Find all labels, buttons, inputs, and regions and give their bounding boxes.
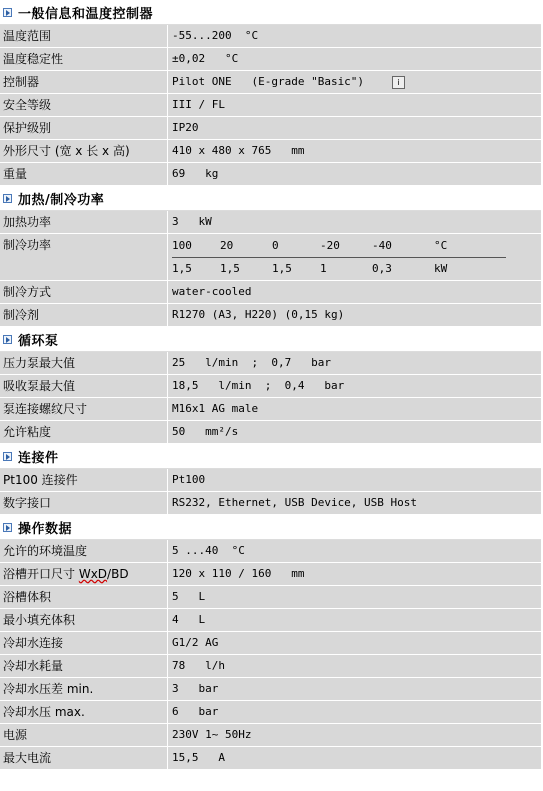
- spec-value: M16x1 AG male: [172, 402, 259, 415]
- spec-value: RS232, Ethernet, USB Device, USB Host: [172, 496, 418, 509]
- spec-label: 电源: [0, 724, 168, 746]
- spec-value: 3 bar: [172, 682, 219, 695]
- section-title: 连接件: [18, 450, 59, 466]
- spellcheck-underlined-text: WxD: [78, 567, 108, 581]
- cooling-power-cell: 1: [320, 262, 327, 275]
- spec-row: [0, 94, 541, 117]
- spec-value: -55...200 °C: [172, 29, 259, 42]
- section-header-heating: [0, 186, 541, 211]
- spec-label: 最大电流: [0, 747, 168, 769]
- cooling-power-table: [172, 235, 506, 280]
- spec-label: 制冷功率: [0, 234, 168, 280]
- spec-row: [0, 701, 541, 724]
- spec-row: [0, 398, 541, 421]
- spec-label: 冷却水压 max.: [0, 701, 168, 723]
- spec-row: [0, 234, 541, 281]
- spec-value: Pt100: [172, 473, 206, 486]
- spec-label: 吸收泵最大值: [0, 375, 168, 397]
- spec-label: 加热功率: [0, 211, 168, 233]
- spec-value: 410 x 480 x 765 mm: [172, 144, 305, 157]
- spec-row: [0, 48, 541, 71]
- label-prefix: 浴槽开口尺寸: [3, 567, 79, 581]
- cooling-temp-cell: 100: [172, 239, 192, 252]
- spec-label: Pt100 连接件: [0, 469, 168, 491]
- cooling-power-unit: kW: [434, 262, 448, 275]
- spec-value: G1/2 AG: [172, 636, 219, 649]
- spec-label: 安全等级: [0, 94, 168, 116]
- spec-row: [0, 563, 541, 586]
- collapse-arrow-icon[interactable]: [3, 8, 12, 17]
- spec-label: 冷却水压差 min.: [0, 678, 168, 700]
- controller-text: Pilot ONE (E-grade "Basic"): [172, 75, 365, 88]
- spec-row: [0, 375, 541, 398]
- spec-row: [0, 304, 541, 327]
- spec-row: [0, 655, 541, 678]
- spec-label: 温度稳定性: [0, 48, 168, 70]
- spec-value: 69 kg: [172, 167, 219, 180]
- spec-row: [0, 632, 541, 655]
- spec-label: 泵连接螺纹尺寸: [0, 398, 168, 420]
- collapse-arrow-icon[interactable]: [3, 194, 12, 203]
- spec-label: 制冷方式: [0, 281, 168, 303]
- collapse-arrow-icon[interactable]: [3, 452, 12, 461]
- spec-value: 50 mm²/s: [172, 425, 239, 438]
- spec-value-controller: [168, 71, 541, 93]
- cooling-power-cell: 1,5: [220, 262, 240, 275]
- spec-label: 控制器: [0, 71, 168, 93]
- section-header-operating: [0, 515, 541, 540]
- info-icon[interactable]: i: [392, 76, 405, 89]
- spec-value: 5 L: [172, 590, 206, 603]
- cooling-power-table-cell: [168, 234, 541, 280]
- spec-label: 允许的环境温度: [0, 540, 168, 562]
- spec-row: [0, 281, 541, 304]
- spec-row: [0, 747, 541, 770]
- spec-row: [0, 140, 541, 163]
- spec-row: [0, 25, 541, 48]
- spec-row: [0, 163, 541, 186]
- spec-label: 压力泵最大值: [0, 352, 168, 374]
- cooling-power-row: [172, 258, 506, 280]
- cooling-power-cell: 0,3: [372, 262, 392, 275]
- spec-value: 5 ...40 °C: [172, 544, 245, 557]
- spec-value: 230V 1~ 50Hz: [172, 728, 252, 741]
- spec-label: 重量: [0, 163, 168, 185]
- spec-label: 最小填充体积: [0, 609, 168, 631]
- section-title: 一般信息和温度控制器: [18, 6, 154, 22]
- cooling-temp-cell: 0: [272, 239, 279, 252]
- spec-value: 15,5 A: [172, 751, 225, 764]
- spec-value: 120 x 110 / 160 mm: [172, 567, 305, 580]
- spec-value: IP20: [172, 121, 199, 134]
- cooling-temp-cell: -40: [372, 239, 392, 252]
- spec-label: 冷却水连接: [0, 632, 168, 654]
- section-title: 操作数据: [18, 521, 73, 537]
- spec-row: [0, 421, 541, 444]
- spec-row: [0, 724, 541, 747]
- spec-value: III / FL: [172, 98, 225, 111]
- spec-row: [0, 211, 541, 234]
- spec-row: [0, 540, 541, 563]
- spec-value: 18,5 l/min ; 0,4 bar: [172, 379, 345, 392]
- collapse-arrow-icon[interactable]: [3, 335, 12, 344]
- section-header-pump: [0, 327, 541, 352]
- spec-row: [0, 71, 541, 94]
- spec-value: R1270 (A3, H220) (0,15 kg): [172, 308, 345, 321]
- section-header-connections: [0, 444, 541, 469]
- section-title: 循环泵: [18, 333, 59, 349]
- spec-label: 冷却水耗量: [0, 655, 168, 677]
- spec-row: [0, 492, 541, 515]
- cooling-temp-cell: -20: [320, 239, 340, 252]
- spec-row: [0, 117, 541, 140]
- spec-label: 制冷剂: [0, 304, 168, 326]
- spec-label: 外形尺寸 (宽 x 长 x 高): [0, 140, 168, 162]
- spec-label: 数字接口: [0, 492, 168, 514]
- spec-row: [0, 609, 541, 632]
- spec-value: 78 l/h: [172, 659, 225, 672]
- spec-row: [0, 678, 541, 701]
- spec-value: ±0,02 °C: [172, 52, 239, 65]
- cooling-temp-row: [172, 235, 506, 258]
- cooling-power-cell: 1,5: [172, 262, 192, 275]
- spec-label: 允许粘度: [0, 421, 168, 443]
- spec-row: [0, 469, 541, 492]
- spec-value: 25 l/min ; 0,7 bar: [172, 356, 331, 369]
- spec-label: 保护级别: [0, 117, 168, 139]
- spec-label: 温度范围: [0, 25, 168, 47]
- section-header-general: [0, 0, 541, 25]
- spec-row: [0, 352, 541, 375]
- spec-row: [0, 586, 541, 609]
- spec-value: 4 L: [172, 613, 206, 626]
- label-suffix: /BD: [107, 567, 129, 581]
- spec-value: 6 bar: [172, 705, 219, 718]
- cooling-power-cell: 1,5: [272, 262, 292, 275]
- section-title: 加热/制冷功率: [18, 192, 105, 208]
- collapse-arrow-icon[interactable]: [3, 523, 12, 532]
- spec-value: water-cooled: [172, 285, 252, 298]
- spec-value: 3 kW: [172, 215, 212, 228]
- cooling-temp-unit: °C: [434, 239, 448, 252]
- spec-label: [0, 563, 168, 585]
- spec-label: 浴槽体积: [0, 586, 168, 608]
- cooling-temp-cell: 20: [220, 239, 234, 252]
